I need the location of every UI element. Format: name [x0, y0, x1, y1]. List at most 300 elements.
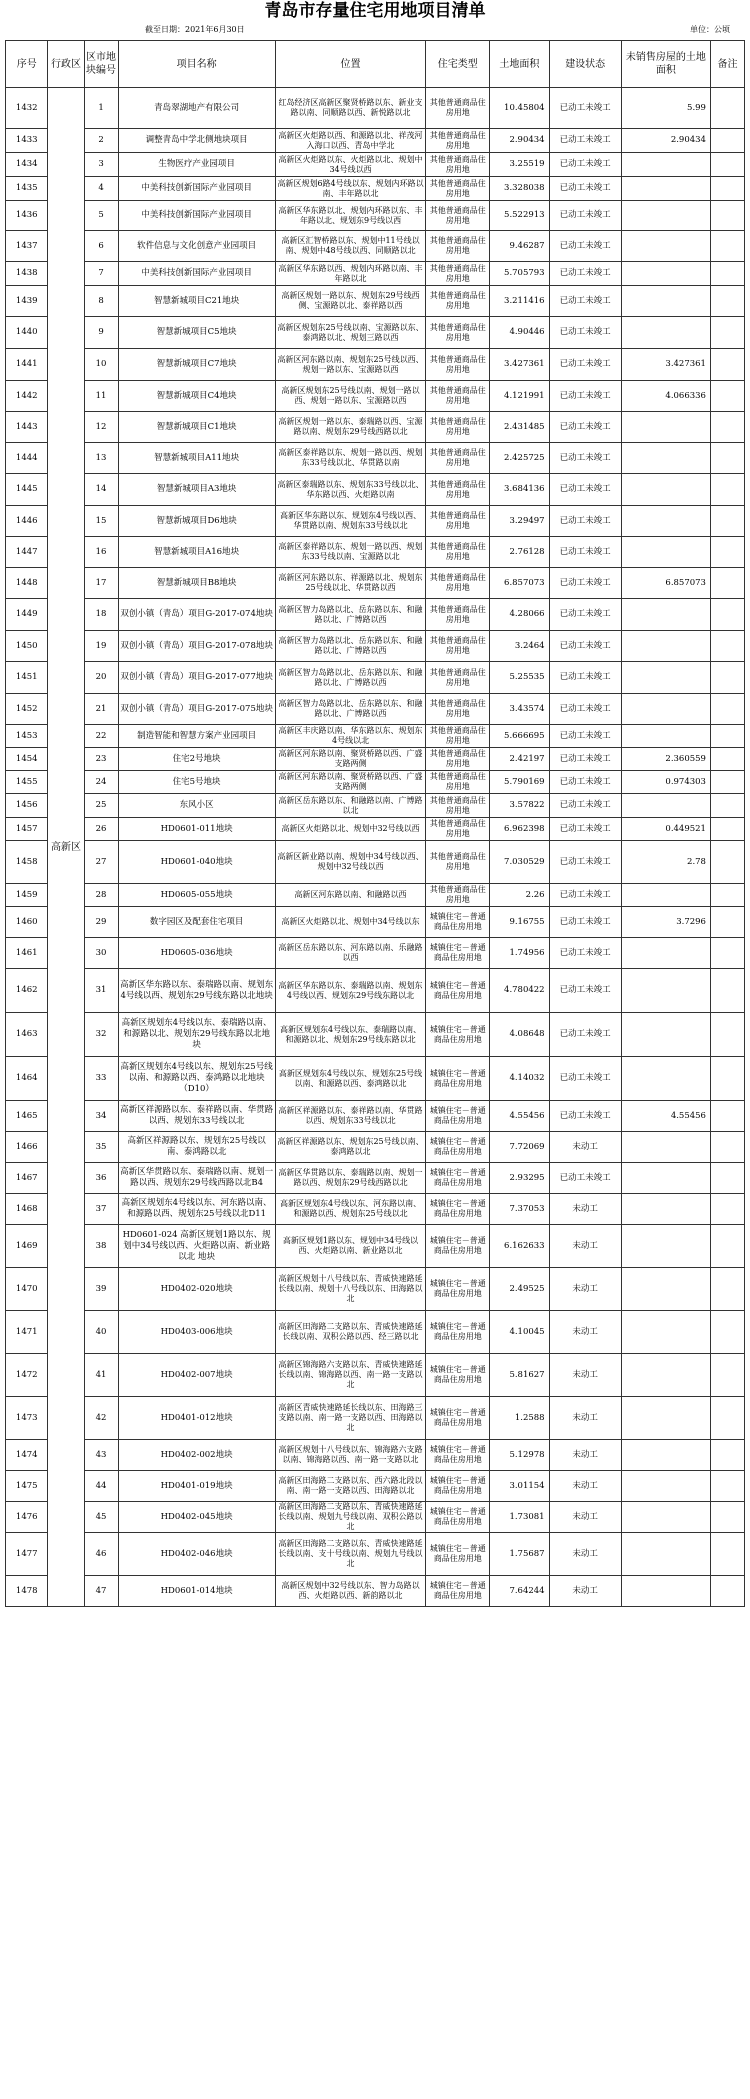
- table-row: [6, 938, 745, 969]
- cell-code: 23: [84, 748, 118, 771]
- table-body: [6, 88, 745, 1607]
- cell-unsold: [621, 537, 710, 568]
- table-row: [6, 1576, 745, 1607]
- cell-name: 住宅2号地块: [118, 748, 275, 771]
- cell-seq: 1465: [6, 1101, 48, 1132]
- cell-code: 22: [84, 725, 118, 748]
- cell-location: 高新区智力岛路以北、岳东路以东、和融路以北、广博路以西: [275, 631, 426, 662]
- cell-code: 37: [84, 1194, 118, 1225]
- header-name: 项目名称: [118, 41, 275, 88]
- cell-area: 3.29497: [490, 506, 549, 537]
- cell-type: 城镇住宅－普通商品住房用地: [426, 969, 490, 1013]
- cell-status: 已动工未竣工: [549, 177, 621, 201]
- table-row: [6, 1101, 745, 1132]
- cell-remark: [710, 694, 744, 725]
- cell-seq: 1471: [6, 1311, 48, 1354]
- cell-location: 高新区汇智桥路以东、规划中11号线以南、规划中48号线以西、同顺路以北: [275, 231, 426, 262]
- cell-type: 其他普通商品住房用地: [426, 506, 490, 537]
- header-type: 住宅类型: [426, 41, 490, 88]
- cell-seq: 1452: [6, 694, 48, 725]
- cell-type: 城镇住宅－普通商品住房用地: [426, 1354, 490, 1397]
- cell-code: 28: [84, 884, 118, 907]
- cell-remark: [710, 1194, 744, 1225]
- cell-type: 其他普通商品住房用地: [426, 771, 490, 794]
- cell-area: 2.90434: [490, 129, 549, 153]
- table-row: [6, 88, 745, 129]
- cell-remark: [710, 599, 744, 631]
- cell-code: 45: [84, 1502, 118, 1533]
- cell-status: 已动工未竣工: [549, 1013, 621, 1057]
- cell-type: 城镇住宅－普通商品住房用地: [426, 1533, 490, 1576]
- land-list-table: [5, 40, 745, 1607]
- cell-seq: 1469: [6, 1225, 48, 1268]
- cell-area: 4.55456: [490, 1101, 549, 1132]
- cell-status: 已动工未竣工: [549, 317, 621, 349]
- cell-remark: [710, 938, 744, 969]
- table-row: [6, 129, 745, 153]
- cell-status: 已动工未竣工: [549, 725, 621, 748]
- cell-name: HD0402-046地块: [118, 1533, 275, 1576]
- cell-code: 24: [84, 771, 118, 794]
- cell-unsold: [621, 725, 710, 748]
- cell-area: 2.42197: [490, 748, 549, 771]
- cell-name: 中美科技创新国际产业园项目: [118, 201, 275, 231]
- cell-seq: 1464: [6, 1057, 48, 1101]
- cell-status: 已动工未竣工: [549, 818, 621, 841]
- table-row: [6, 1354, 745, 1397]
- cell-remark: [710, 1354, 744, 1397]
- cell-remark: [710, 443, 744, 474]
- cell-type: 城镇住宅－普通商品住房用地: [426, 1576, 490, 1607]
- cell-area: 5.81627: [490, 1354, 549, 1397]
- cell-remark: [710, 794, 744, 818]
- cell-status: 未动工: [549, 1397, 621, 1440]
- cell-unsold: [621, 474, 710, 506]
- cell-status: 已动工未竣工: [549, 938, 621, 969]
- table-row: [6, 412, 745, 443]
- table-header-row: [6, 41, 745, 88]
- table-row: [6, 177, 745, 201]
- cell-remark: [710, 1057, 744, 1101]
- cell-area: 4.28066: [490, 599, 549, 631]
- cell-name: 高新区祥源路以东、规划东25号线以南、泰鸿路以北: [118, 1132, 275, 1163]
- cell-type: 其他普通商品住房用地: [426, 231, 490, 262]
- cell-area: 5.25535: [490, 662, 549, 694]
- cell-code: 15: [84, 506, 118, 537]
- cell-unsold: [621, 938, 710, 969]
- cell-location: 高新区田海路二支路以东、西六路北段以南、南一路一支路以西、田海路以北: [275, 1471, 426, 1502]
- cell-status: 已动工未竣工: [549, 794, 621, 818]
- cell-unsold: [621, 201, 710, 231]
- cell-area: 6.857073: [490, 568, 549, 599]
- cell-seq: 1477: [6, 1533, 48, 1576]
- table-row: [6, 1013, 745, 1057]
- cell-location: 高新区火炬路以北、规划中34号线以东: [275, 907, 426, 938]
- cell-seq: 1466: [6, 1132, 48, 1163]
- cell-status: 已动工未竣工: [549, 841, 621, 884]
- cell-type: 其他普通商品住房用地: [426, 794, 490, 818]
- cell-status: 未动工: [549, 1194, 621, 1225]
- cell-seq: 1449: [6, 599, 48, 631]
- cell-code: 10: [84, 349, 118, 381]
- cell-status: 已动工未竣工: [549, 662, 621, 694]
- cell-name: 智慧新城项目D6地块: [118, 506, 275, 537]
- cell-code: 39: [84, 1268, 118, 1311]
- cell-code: 8: [84, 286, 118, 317]
- table-row: [6, 884, 745, 907]
- cell-type: 其他普通商品住房用地: [426, 694, 490, 725]
- cell-seq: 1438: [6, 262, 48, 286]
- table-row: [6, 907, 745, 938]
- cell-location: 高新区泰祥路以东、规划一路以西、规划东33号线以北、华贯路以南: [275, 443, 426, 474]
- table-row: [6, 1502, 745, 1533]
- cell-code: 9: [84, 317, 118, 349]
- header-seq: 序号: [6, 41, 48, 88]
- cell-remark: [710, 129, 744, 153]
- table-row: [6, 153, 745, 177]
- table-row: [6, 506, 745, 537]
- cell-seq: 1455: [6, 771, 48, 794]
- cell-status: 未动工: [549, 1440, 621, 1471]
- cell-remark: [710, 748, 744, 771]
- cell-remark: [710, 818, 744, 841]
- cell-type: 城镇住宅－普通商品住房用地: [426, 1013, 490, 1057]
- cell-type: 城镇住宅－普通商品住房用地: [426, 1440, 490, 1471]
- cell-code: 21: [84, 694, 118, 725]
- cell-code: 46: [84, 1533, 118, 1576]
- cell-status: 已动工未竣工: [549, 201, 621, 231]
- cell-status: 已动工未竣工: [549, 153, 621, 177]
- cell-area: 3.211416: [490, 286, 549, 317]
- table-row: [6, 474, 745, 506]
- cell-name: 生物医疗产业园项目: [118, 153, 275, 177]
- cell-name: 双创小镇（青岛）项目G-2017-075地块: [118, 694, 275, 725]
- cell-name: 智慧新城项目B8地块: [118, 568, 275, 599]
- cell-seq: 1442: [6, 381, 48, 412]
- cell-name: 高新区规划东4号线以东、规划东25号线以南、和源路以西、泰鸿路以北地块（D10）: [118, 1057, 275, 1101]
- cell-remark: [710, 771, 744, 794]
- cell-unsold: 3.427361: [621, 349, 710, 381]
- cell-unsold: [621, 1397, 710, 1440]
- cell-seq: 1436: [6, 201, 48, 231]
- cell-name: HD0601-014地块: [118, 1576, 275, 1607]
- cell-name: 智慧新城项目C1地块: [118, 412, 275, 443]
- cell-status: 未动工: [549, 1225, 621, 1268]
- cell-type: 城镇住宅－普通商品住房用地: [426, 1311, 490, 1354]
- cell-type: 城镇住宅－普通商品住房用地: [426, 1225, 490, 1268]
- cell-type: 其他普通商品住房用地: [426, 884, 490, 907]
- cell-unsold: [621, 884, 710, 907]
- cell-code: 13: [84, 443, 118, 474]
- cell-type: 城镇住宅－普通商品住房用地: [426, 1194, 490, 1225]
- cell-unsold: [621, 1576, 710, 1607]
- cell-area: 7.72069: [490, 1132, 549, 1163]
- header-status: 建设状态: [549, 41, 621, 88]
- cell-unsold: [621, 631, 710, 662]
- cell-location: 高新区规划中32号线以东、智力岛路以西、火炬路以西、新韵路以北: [275, 1576, 426, 1607]
- cell-name: 数字园区及配套住宅项目: [118, 907, 275, 938]
- cell-area: 3.427361: [490, 349, 549, 381]
- cell-seq: 1447: [6, 537, 48, 568]
- cell-seq: 1434: [6, 153, 48, 177]
- cell-code: 11: [84, 381, 118, 412]
- cell-name: 高新区规划东4号线以东、泰瑞路以南、和源路以北、规划东29号线东路以北地块: [118, 1013, 275, 1057]
- cell-location: 高新区规划东25号线以南、规划一路以西、规划一路以东、宝源路以西: [275, 381, 426, 412]
- table-row: [6, 317, 745, 349]
- cell-area: 3.328038: [490, 177, 549, 201]
- cell-code: 29: [84, 907, 118, 938]
- cell-code: 42: [84, 1397, 118, 1440]
- cell-status: 已动工未竣工: [549, 443, 621, 474]
- cell-type: 其他普通商品住房用地: [426, 412, 490, 443]
- cell-location: 高新区河东路以南、聚贤桥路以西、广盛支路两侧: [275, 748, 426, 771]
- cell-remark: [710, 1440, 744, 1471]
- cell-location: 高新区泰瑞路以东、规划东33号线以北、华东路以西、火炬路以南: [275, 474, 426, 506]
- table-row: [6, 631, 745, 662]
- cell-name: 智慧新城项目A16地块: [118, 537, 275, 568]
- cell-location: 高新区规划东4号线以东、泰瑞路以南、和源路以北、规划东29号线东路以北: [275, 1013, 426, 1057]
- cell-unsold: 4.066336: [621, 381, 710, 412]
- cell-seq: 1472: [6, 1354, 48, 1397]
- cell-unsold: [621, 177, 710, 201]
- cell-area: 7.64244: [490, 1576, 549, 1607]
- cell-location: 高新区火炬路以东、火炬路以北、规划中34号线以西: [275, 153, 426, 177]
- cell-seq: 1448: [6, 568, 48, 599]
- cell-area: 9.46287: [490, 231, 549, 262]
- cell-location: 高新区规划6路4号线以东、规划内环路以南、丰年路以北: [275, 177, 426, 201]
- cell-unsold: 2.78: [621, 841, 710, 884]
- cell-remark: [710, 884, 744, 907]
- cell-location: 高新区规划一路以东、规划东29号线西侧、宝源路以北、泰祥路以西: [275, 286, 426, 317]
- cell-remark: [710, 568, 744, 599]
- cell-code: 26: [84, 818, 118, 841]
- cell-remark: [710, 349, 744, 381]
- cell-unsold: [621, 662, 710, 694]
- cell-area: 10.45804: [490, 88, 549, 129]
- cell-status: 未动工: [549, 1354, 621, 1397]
- cell-type: 城镇住宅－普通商品住房用地: [426, 1502, 490, 1533]
- table-row: [6, 818, 745, 841]
- cell-code: 38: [84, 1225, 118, 1268]
- cell-unsold: [621, 969, 710, 1013]
- cell-name: HD0402-002地块: [118, 1440, 275, 1471]
- cell-code: 19: [84, 631, 118, 662]
- header-location: 位置: [275, 41, 426, 88]
- table-row: [6, 599, 745, 631]
- cell-name: 智慧新城项目C7地块: [118, 349, 275, 381]
- cell-code: 5: [84, 201, 118, 231]
- cell-unsold: 3.7296: [621, 907, 710, 938]
- cell-remark: [710, 907, 744, 938]
- table-row: [6, 349, 745, 381]
- cell-district: 高新区: [48, 88, 84, 1607]
- cell-remark: [710, 1533, 744, 1576]
- cell-location: 高新区规划一路以东、泰瑞路以西、宝源路以南、规划东29号线西路以北: [275, 412, 426, 443]
- cell-area: 6.162633: [490, 1225, 549, 1268]
- table-row: [6, 1225, 745, 1268]
- cell-remark: [710, 381, 744, 412]
- cell-code: 35: [84, 1132, 118, 1163]
- cell-code: 14: [84, 474, 118, 506]
- table-row: [6, 662, 745, 694]
- cell-code: 7: [84, 262, 118, 286]
- header-remark: 备注: [710, 41, 744, 88]
- cell-unsold: [621, 443, 710, 474]
- cell-remark: [710, 1502, 744, 1533]
- cell-unsold: [621, 1354, 710, 1397]
- cell-location: 高新区丰庆路以南、华东路以东、规划东4号线以北: [275, 725, 426, 748]
- table-row: [6, 725, 745, 748]
- cell-remark: [710, 841, 744, 884]
- cell-remark: [710, 1163, 744, 1194]
- table-row: [6, 1057, 745, 1101]
- cell-unsold: 6.857073: [621, 568, 710, 599]
- header-district: 行政区: [48, 41, 84, 88]
- cell-type: 其他普通商品住房用地: [426, 537, 490, 568]
- cell-location: 高新区河东路以南、聚贤桥路以西、广盛支路两侧: [275, 771, 426, 794]
- cell-remark: [710, 537, 744, 568]
- cell-status: 已动工未竣工: [549, 231, 621, 262]
- cell-remark: [710, 262, 744, 286]
- cell-location: 高新区河东路以南、和融路以西: [275, 884, 426, 907]
- cell-type: 城镇住宅－普通商品住房用地: [426, 1163, 490, 1194]
- cell-status: 已动工未竣工: [549, 286, 621, 317]
- cell-seq: 1475: [6, 1471, 48, 1502]
- cell-status: 未动工: [549, 1311, 621, 1354]
- cell-seq: 1456: [6, 794, 48, 818]
- cell-name: HD0401-019地块: [118, 1471, 275, 1502]
- cell-seq: 1460: [6, 907, 48, 938]
- cell-status: 已动工未竣工: [549, 381, 621, 412]
- cell-seq: 1432: [6, 88, 48, 129]
- cell-area: 3.2464: [490, 631, 549, 662]
- cell-area: 4.10045: [490, 1311, 549, 1354]
- cell-seq: 1478: [6, 1576, 48, 1607]
- table-row: [6, 794, 745, 818]
- cell-seq: 1444: [6, 443, 48, 474]
- cell-type: 其他普通商品住房用地: [426, 153, 490, 177]
- cell-unsold: [621, 1057, 710, 1101]
- cell-status: 已动工未竣工: [549, 1101, 621, 1132]
- cell-name: 中美科技创新国际产业园项目: [118, 262, 275, 286]
- table-row: [6, 443, 745, 474]
- cell-seq: 1462: [6, 969, 48, 1013]
- cell-location: 高新区祥源路以东、泰祥路以南、华贯路以西、规划东33号线以北: [275, 1101, 426, 1132]
- cell-name: 智慧新城项目A3地块: [118, 474, 275, 506]
- cell-location: 高新区规划十八号线以东、青威快速路延长线以南、规划十八号线以东、田海路以北: [275, 1268, 426, 1311]
- cell-name: 双创小镇（青岛）项目G-2017-078地块: [118, 631, 275, 662]
- header-code: 区市地块编号: [84, 41, 118, 88]
- cell-area: 3.25519: [490, 153, 549, 177]
- cell-type: 其他普通商品住房用地: [426, 841, 490, 884]
- cell-code: 32: [84, 1013, 118, 1057]
- cell-unsold: 2.90434: [621, 129, 710, 153]
- cell-type: 其他普通商品住房用地: [426, 631, 490, 662]
- cell-area: 7.030529: [490, 841, 549, 884]
- cell-name: 智慧新城项目C21地块: [118, 286, 275, 317]
- cell-location: 高新区青威快速路延长线以东、田海路三支路以南、南一路一支路以西、田海路以北: [275, 1397, 426, 1440]
- cell-name: 智慧新城项目A11地块: [118, 443, 275, 474]
- cell-remark: [710, 1013, 744, 1057]
- cell-location: 高新区华东路以北、规划内环路以东、丰年路以北、规划东9号线以西: [275, 201, 426, 231]
- cell-location: 高新区华东路以西、规划内环路以南、丰年路以北: [275, 262, 426, 286]
- cell-seq: 1474: [6, 1440, 48, 1471]
- cell-area: 2.425725: [490, 443, 549, 474]
- cell-area: 2.26: [490, 884, 549, 907]
- cell-code: 25: [84, 794, 118, 818]
- cell-location: 高新区新业路以南、规划中34号线以西、规划中32号线以西: [275, 841, 426, 884]
- cell-code: 41: [84, 1354, 118, 1397]
- cell-type: 其他普通商品住房用地: [426, 443, 490, 474]
- cell-unsold: [621, 1013, 710, 1057]
- cell-code: 43: [84, 1440, 118, 1471]
- cell-area: 4.121991: [490, 381, 549, 412]
- cell-seq: 1470: [6, 1268, 48, 1311]
- cell-location: 高新区河东路以南、规划东25号线以西、规划一路以东、宝源路以西: [275, 349, 426, 381]
- cell-seq: 1459: [6, 884, 48, 907]
- cell-seq: 1443: [6, 412, 48, 443]
- cell-code: 1: [84, 88, 118, 129]
- table-row: [6, 262, 745, 286]
- cell-remark: [710, 1268, 744, 1311]
- cell-remark: [710, 286, 744, 317]
- cell-location: 高新区规划东4号线以东、河东路以南、和源路以西、规划东25号线以北: [275, 1194, 426, 1225]
- table-row: [6, 1163, 745, 1194]
- cell-name: HD0403-006地块: [118, 1311, 275, 1354]
- cell-unsold: [621, 1311, 710, 1354]
- cell-unsold: 0.974303: [621, 771, 710, 794]
- cell-unsold: [621, 1194, 710, 1225]
- cell-location: 高新区田海路二支路以东、青威快速路延长线以南、规划九号线以南、双积公路以北: [275, 1502, 426, 1533]
- cell-status: 已动工未竣工: [549, 599, 621, 631]
- cell-unsold: [621, 153, 710, 177]
- cell-name: HD0402-007地块: [118, 1354, 275, 1397]
- cell-unsold: [621, 262, 710, 286]
- cell-area: 5.12978: [490, 1440, 549, 1471]
- cell-area: 4.14032: [490, 1057, 549, 1101]
- cell-status: 已动工未竣工: [549, 969, 621, 1013]
- cell-type: 城镇住宅－普通商品住房用地: [426, 907, 490, 938]
- cell-seq: 1454: [6, 748, 48, 771]
- cell-status: 已动工未竣工: [549, 884, 621, 907]
- cell-status: 已动工未竣工: [549, 506, 621, 537]
- header-unsold: 未销售房屋的土地面积: [621, 41, 710, 88]
- cell-area: 5.522913: [490, 201, 549, 231]
- cell-code: 16: [84, 537, 118, 568]
- cell-code: 3: [84, 153, 118, 177]
- cell-seq: 1473: [6, 1397, 48, 1440]
- cell-type: 其他普通商品住房用地: [426, 568, 490, 599]
- cell-remark: [710, 725, 744, 748]
- cell-area: 1.75687: [490, 1533, 549, 1576]
- cell-status: 已动工未竣工: [549, 537, 621, 568]
- cell-type: 其他普通商品住房用地: [426, 262, 490, 286]
- cell-area: 1.74956: [490, 938, 549, 969]
- cell-seq: 1446: [6, 506, 48, 537]
- cell-type: 城镇住宅－普通商品住房用地: [426, 938, 490, 969]
- cell-type: 其他普通商品住房用地: [426, 177, 490, 201]
- header-area: 土地面积: [490, 41, 549, 88]
- cell-code: 18: [84, 599, 118, 631]
- table-row: [6, 969, 745, 1013]
- cell-name: 中美科技创新国际产业园项目: [118, 177, 275, 201]
- cell-code: 31: [84, 969, 118, 1013]
- cell-type: 其他普通商品住房用地: [426, 662, 490, 694]
- cell-code: 33: [84, 1057, 118, 1101]
- cell-status: 未动工: [549, 1132, 621, 1163]
- cell-area: 2.431485: [490, 412, 549, 443]
- cell-remark: [710, 1576, 744, 1607]
